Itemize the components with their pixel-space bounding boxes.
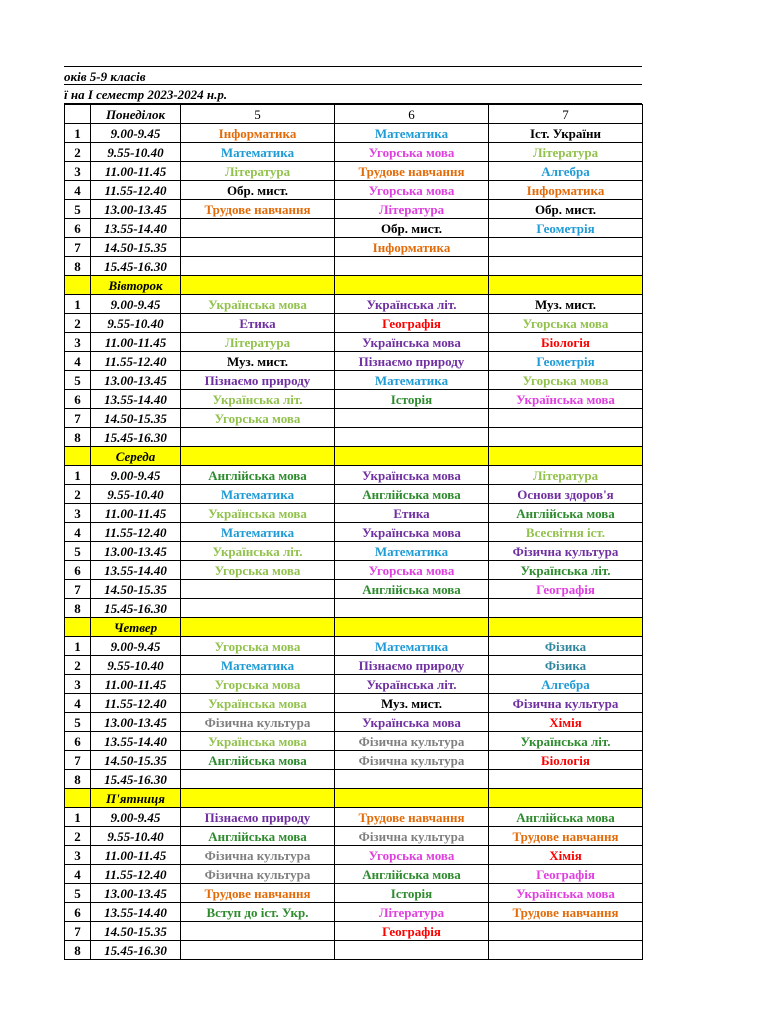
lesson-row	[65, 333, 643, 352]
subject-cell	[489, 599, 643, 618]
lesson-number: 5	[65, 884, 91, 903]
lesson-time: 9.00-9.45	[91, 808, 181, 827]
lesson-time: 9.55-10.40	[91, 827, 181, 846]
subject-cell: Історія	[335, 884, 489, 903]
day-name: Четвер	[91, 618, 181, 637]
lesson-number: 6	[65, 390, 91, 409]
lesson-time: 9.55-10.40	[91, 656, 181, 675]
lesson-number: 3	[65, 162, 91, 181]
subject-cell: Пізнаємо природу	[181, 808, 335, 827]
subject-cell	[489, 428, 643, 447]
lesson-number: 6	[65, 219, 91, 238]
subject-cell: Фізична культура	[489, 542, 643, 561]
subject-cell: Інформатика	[489, 181, 643, 200]
subject-cell	[181, 238, 335, 257]
subject-cell: Муз. мист.	[489, 295, 643, 314]
lesson-row	[65, 143, 643, 162]
lesson-row	[65, 561, 643, 580]
subject-cell: Інформатика	[181, 124, 335, 143]
lesson-time: 9.00-9.45	[91, 466, 181, 485]
lesson-row	[65, 884, 643, 903]
lesson-row	[65, 485, 643, 504]
day-blank-cell	[335, 447, 489, 466]
lesson-row	[65, 732, 643, 751]
lesson-time: 13.00-13.45	[91, 200, 181, 219]
day-blank-cell	[181, 276, 335, 295]
subject-cell: Математика	[181, 143, 335, 162]
subject-cell	[489, 238, 643, 257]
lesson-row	[65, 713, 643, 732]
subject-cell: Трудове навчання	[489, 827, 643, 846]
lesson-time: 15.45-16.30	[91, 941, 181, 960]
day-blank-cell	[181, 789, 335, 808]
lesson-number: 3	[65, 846, 91, 865]
day-num-cell	[65, 618, 91, 637]
subject-cell: Фізика	[489, 656, 643, 675]
subject-cell: Геометрія	[489, 219, 643, 238]
subject-cell: Етика	[335, 504, 489, 523]
lesson-number: 5	[65, 542, 91, 561]
subject-cell: Фізична культура	[181, 865, 335, 884]
lesson-row	[65, 922, 643, 941]
lesson-time: 13.00-13.45	[91, 371, 181, 390]
day-blank-cell	[335, 789, 489, 808]
subject-cell: Географія	[335, 922, 489, 941]
subject-cell: Англійська мова	[181, 827, 335, 846]
lesson-row	[65, 808, 643, 827]
day-header-row	[65, 618, 643, 637]
subject-cell: Угорська мова	[335, 181, 489, 200]
subject-cell: Математика	[335, 637, 489, 656]
lesson-time: 11.00-11.45	[91, 333, 181, 352]
lesson-row	[65, 827, 643, 846]
subject-cell: Українська літ.	[489, 732, 643, 751]
subject-cell: Обр. мист.	[181, 181, 335, 200]
day-blank-cell	[489, 447, 643, 466]
lesson-time: 11.00-11.45	[91, 846, 181, 865]
lesson-row	[65, 542, 643, 561]
day-num-cell	[65, 276, 91, 295]
class-column-header: 7	[489, 105, 643, 124]
lesson-row	[65, 694, 643, 713]
subject-cell: Алгебра	[489, 162, 643, 181]
subject-cell: Математика	[335, 371, 489, 390]
subject-cell: Угорська мова	[181, 675, 335, 694]
day-blank-cell	[335, 276, 489, 295]
lesson-number: 6	[65, 732, 91, 751]
lesson-time: 9.00-9.45	[91, 637, 181, 656]
lesson-time: 14.50-15.35	[91, 409, 181, 428]
subject-cell: Англійська мова	[181, 466, 335, 485]
subject-cell: Література	[181, 333, 335, 352]
subject-cell: Обр. мист.	[489, 200, 643, 219]
subject-cell: Хімія	[489, 713, 643, 732]
lesson-number: 5	[65, 371, 91, 390]
lesson-row	[65, 257, 643, 276]
day-name: Середа	[91, 447, 181, 466]
lesson-time: 13.55-14.40	[91, 390, 181, 409]
subject-cell	[181, 428, 335, 447]
subject-cell	[489, 922, 643, 941]
subject-cell: Математика	[181, 523, 335, 542]
subject-cell: Українська мова	[181, 295, 335, 314]
subject-cell: Українська літ.	[335, 295, 489, 314]
day-blank-cell	[489, 789, 643, 808]
lesson-row	[65, 162, 643, 181]
lesson-time: 13.00-13.45	[91, 884, 181, 903]
schedule-body	[65, 105, 643, 960]
subject-cell: Англійська мова	[489, 808, 643, 827]
lesson-time: 9.00-9.45	[91, 295, 181, 314]
lesson-row	[65, 371, 643, 390]
day-name: Понеділок	[91, 105, 181, 124]
subject-cell: Угорська мова	[181, 637, 335, 656]
subject-cell: Українська літ.	[181, 390, 335, 409]
lesson-number: 4	[65, 694, 91, 713]
lesson-number: 8	[65, 428, 91, 447]
day-num-cell	[65, 105, 91, 124]
lesson-time: 11.00-11.45	[91, 504, 181, 523]
lesson-row	[65, 656, 643, 675]
lesson-time: 9.55-10.40	[91, 143, 181, 162]
lesson-number: 1	[65, 124, 91, 143]
subject-cell: Література	[489, 143, 643, 162]
subject-cell: Українська мова	[181, 504, 335, 523]
lesson-row	[65, 238, 643, 257]
day-blank-cell	[489, 276, 643, 295]
subject-cell: Трудове навчання	[181, 200, 335, 219]
lesson-row	[65, 428, 643, 447]
subject-cell: Пізнаємо природу	[181, 371, 335, 390]
subject-cell: Фізична культура	[335, 732, 489, 751]
subject-cell: Угорська мова	[335, 143, 489, 162]
lesson-row	[65, 523, 643, 542]
subject-cell: Алгебра	[489, 675, 643, 694]
lesson-time: 14.50-15.35	[91, 580, 181, 599]
subject-cell: Географія	[489, 580, 643, 599]
subject-cell	[335, 599, 489, 618]
subject-cell: Фізична культура	[181, 713, 335, 732]
subject-cell: Пізнаємо природу	[335, 656, 489, 675]
day-header-row	[65, 105, 643, 124]
day-num-cell	[65, 447, 91, 466]
lesson-time: 15.45-16.30	[91, 257, 181, 276]
lesson-number: 2	[65, 485, 91, 504]
subject-cell: Угорська мова	[335, 846, 489, 865]
day-header-row	[65, 447, 643, 466]
subject-cell: Всесвітня іст.	[489, 523, 643, 542]
lesson-row	[65, 580, 643, 599]
subject-cell: Біологія	[489, 333, 643, 352]
lesson-time: 11.00-11.45	[91, 162, 181, 181]
subject-cell	[181, 922, 335, 941]
lesson-number: 8	[65, 941, 91, 960]
lesson-number: 7	[65, 238, 91, 257]
subject-cell: Обр. мист.	[335, 219, 489, 238]
subject-cell: Українська мова	[489, 390, 643, 409]
lesson-row	[65, 295, 643, 314]
subject-cell: Трудове навчання	[489, 903, 643, 922]
subject-cell: Угорська мова	[489, 371, 643, 390]
day-name: П'ятниця	[91, 789, 181, 808]
subject-cell: Пізнаємо природу	[335, 352, 489, 371]
day-num-cell	[65, 789, 91, 808]
lesson-number: 8	[65, 257, 91, 276]
subject-cell: Угорська мова	[181, 561, 335, 580]
lesson-time: 11.55-12.40	[91, 181, 181, 200]
lesson-time: 9.55-10.40	[91, 314, 181, 333]
subject-cell: Українська літ.	[489, 561, 643, 580]
subject-cell: Українська мова	[181, 694, 335, 713]
lesson-number: 2	[65, 827, 91, 846]
day-blank-cell	[335, 618, 489, 637]
subject-cell: Вступ до іст. Укр.	[181, 903, 335, 922]
lesson-row	[65, 599, 643, 618]
subject-cell: Українська літ.	[181, 542, 335, 561]
subject-cell: Англійська мова	[181, 751, 335, 770]
lesson-time: 13.00-13.45	[91, 713, 181, 732]
subject-cell: Англійська мова	[335, 865, 489, 884]
lesson-row	[65, 352, 643, 371]
subject-cell: Українська мова	[335, 466, 489, 485]
lesson-number: 6	[65, 561, 91, 580]
subject-cell: Фізична культура	[335, 827, 489, 846]
subject-cell: Геометрія	[489, 352, 643, 371]
subject-cell	[181, 599, 335, 618]
subject-cell: Українська мова	[181, 732, 335, 751]
lesson-row	[65, 200, 643, 219]
subject-cell	[489, 257, 643, 276]
lesson-number: 4	[65, 352, 91, 371]
lesson-number: 3	[65, 333, 91, 352]
lesson-number: 4	[65, 181, 91, 200]
lesson-time: 15.45-16.30	[91, 599, 181, 618]
subject-cell: Муз. мист.	[181, 352, 335, 371]
title-line-2: ї на І семестр 2023-2024 н.р.	[64, 85, 642, 104]
title-line-1: оків 5-9 класів	[64, 66, 642, 85]
subject-cell: Фізична культура	[489, 694, 643, 713]
lesson-number: 6	[65, 903, 91, 922]
subject-cell: Географія	[335, 314, 489, 333]
subject-cell	[335, 257, 489, 276]
subject-cell: Фізична культура	[335, 751, 489, 770]
lesson-row	[65, 941, 643, 960]
lesson-number: 4	[65, 523, 91, 542]
subject-cell	[489, 941, 643, 960]
lesson-time: 13.00-13.45	[91, 542, 181, 561]
subject-cell: Трудове навчання	[335, 808, 489, 827]
lesson-time: 11.55-12.40	[91, 352, 181, 371]
day-blank-cell	[181, 618, 335, 637]
subject-cell: Українська мова	[335, 333, 489, 352]
lesson-time: 11.55-12.40	[91, 523, 181, 542]
lesson-number: 2	[65, 656, 91, 675]
subject-cell: Фізика	[489, 637, 643, 656]
lesson-number: 5	[65, 200, 91, 219]
lesson-time: 14.50-15.35	[91, 922, 181, 941]
subject-cell: Англійська мова	[335, 485, 489, 504]
lesson-row	[65, 770, 643, 789]
lesson-number: 8	[65, 770, 91, 789]
lesson-time: 13.55-14.40	[91, 561, 181, 580]
subject-cell: Література	[335, 903, 489, 922]
subject-cell: Українська мова	[489, 884, 643, 903]
subject-cell: Українська літ.	[335, 675, 489, 694]
day-blank-cell	[181, 447, 335, 466]
lesson-time: 13.55-14.40	[91, 219, 181, 238]
lesson-number: 5	[65, 713, 91, 732]
lesson-number: 8	[65, 599, 91, 618]
day-header-row	[65, 276, 643, 295]
lesson-number: 7	[65, 922, 91, 941]
day-header-row	[65, 789, 643, 808]
lesson-time: 9.00-9.45	[91, 124, 181, 143]
lesson-row	[65, 865, 643, 884]
lesson-number: 1	[65, 295, 91, 314]
lesson-time: 15.45-16.30	[91, 428, 181, 447]
lesson-number: 3	[65, 675, 91, 694]
subject-cell	[489, 770, 643, 789]
lesson-row	[65, 314, 643, 333]
schedule-table	[64, 104, 643, 960]
lesson-row	[65, 751, 643, 770]
lesson-time: 14.50-15.35	[91, 751, 181, 770]
lesson-row	[65, 903, 643, 922]
subject-cell: Основи здоров'я	[489, 485, 643, 504]
subject-cell: Математика	[181, 485, 335, 504]
lesson-number: 1	[65, 466, 91, 485]
lesson-number: 1	[65, 637, 91, 656]
subject-cell: Література	[489, 466, 643, 485]
subject-cell: Інформатика	[335, 238, 489, 257]
lesson-row	[65, 219, 643, 238]
lesson-row	[65, 124, 643, 143]
lesson-row	[65, 466, 643, 485]
subject-cell	[335, 941, 489, 960]
subject-cell: Угорська мова	[335, 561, 489, 580]
subject-cell: Біологія	[489, 751, 643, 770]
lesson-row	[65, 181, 643, 200]
lesson-number: 7	[65, 751, 91, 770]
lesson-time: 15.45-16.30	[91, 770, 181, 789]
subject-cell: Математика	[335, 542, 489, 561]
lesson-number: 4	[65, 865, 91, 884]
class-column-header: 6	[335, 105, 489, 124]
subject-cell	[335, 428, 489, 447]
subject-cell: Література	[335, 200, 489, 219]
class-column-header: 5	[181, 105, 335, 124]
lesson-time: 11.55-12.40	[91, 865, 181, 884]
lesson-time: 11.00-11.45	[91, 675, 181, 694]
subject-cell: Угорська мова	[181, 409, 335, 428]
subject-cell	[181, 219, 335, 238]
subject-cell: Українська мова	[335, 523, 489, 542]
lesson-number: 7	[65, 409, 91, 428]
lesson-row	[65, 390, 643, 409]
subject-cell: Муз. мист.	[335, 694, 489, 713]
subject-cell: Трудове навчання	[181, 884, 335, 903]
lesson-row	[65, 504, 643, 523]
subject-cell: Математика	[181, 656, 335, 675]
subject-cell	[181, 770, 335, 789]
lesson-time: 14.50-15.35	[91, 238, 181, 257]
lesson-time: 9.55-10.40	[91, 485, 181, 504]
day-blank-cell	[489, 618, 643, 637]
subject-cell	[181, 580, 335, 599]
subject-cell	[181, 257, 335, 276]
lesson-row	[65, 675, 643, 694]
lesson-time: 13.55-14.40	[91, 903, 181, 922]
lesson-number: 1	[65, 808, 91, 827]
subject-cell: Трудове навчання	[335, 162, 489, 181]
subject-cell: Географія	[489, 865, 643, 884]
subject-cell: Угорська мова	[489, 314, 643, 333]
lesson-row	[65, 846, 643, 865]
subject-cell: Англійська мова	[335, 580, 489, 599]
subject-cell: Література	[181, 162, 335, 181]
subject-cell	[181, 941, 335, 960]
lesson-number: 2	[65, 143, 91, 162]
lesson-row	[65, 409, 643, 428]
subject-cell	[335, 409, 489, 428]
subject-cell: Хімія	[489, 846, 643, 865]
lesson-time: 11.55-12.40	[91, 694, 181, 713]
subject-cell: Англійська мова	[489, 504, 643, 523]
subject-cell: Математика	[335, 124, 489, 143]
day-name: Вівторок	[91, 276, 181, 295]
subject-cell: Етика	[181, 314, 335, 333]
lesson-number: 7	[65, 580, 91, 599]
lesson-number: 2	[65, 314, 91, 333]
lesson-time: 13.55-14.40	[91, 732, 181, 751]
subject-cell	[335, 770, 489, 789]
subject-cell: Українська мова	[335, 713, 489, 732]
lesson-number: 3	[65, 504, 91, 523]
subject-cell: Іст. України	[489, 124, 643, 143]
lesson-row	[65, 637, 643, 656]
subject-cell	[489, 409, 643, 428]
subject-cell: Історія	[335, 390, 489, 409]
subject-cell: Фізична культура	[181, 846, 335, 865]
